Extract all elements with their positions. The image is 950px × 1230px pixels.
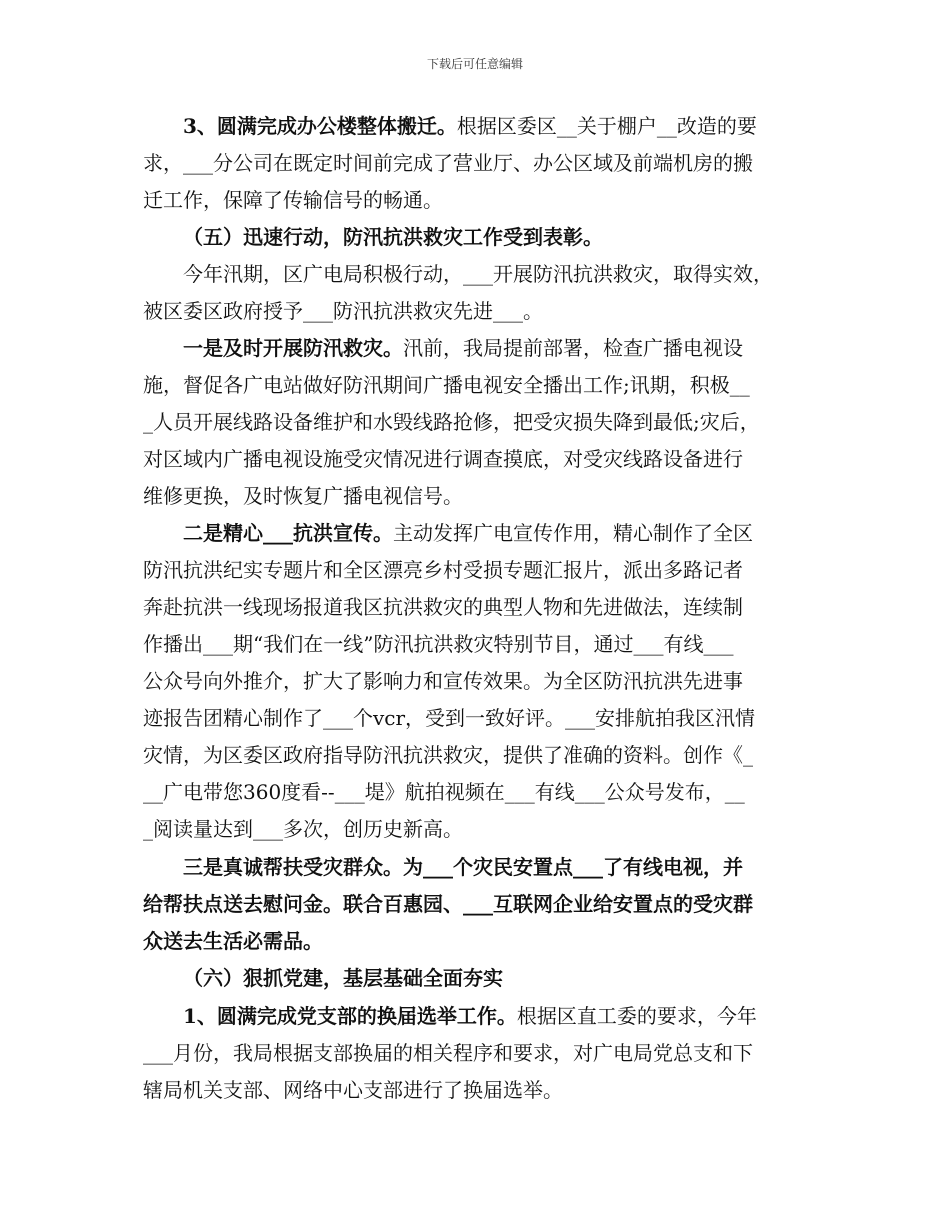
section-heading-5 [143,219,826,256]
paragraph-line: _阅读量达到___多次，创历史新高。 [143,817,463,841]
paragraph-line: 迹报告团精心制作了___个vcr，受到一致好评。___安排航拍我区汛情 [143,706,756,730]
paragraph-lead: 3、圆满完成办公楼整体搬迁。 [183,114,457,138]
page-header: 下载后可任意编辑 [426,57,523,71]
paragraph-flood-relief [143,330,826,515]
paragraph-victim-support [143,849,826,960]
paragraph-lead: 一是及时开展防汛救灾。 [183,336,403,360]
paragraph-line: __广电带您360度看--___堤》航拍视频在___有线___公众号发布，__ [143,780,745,804]
paragraph-line: 迁工作，保障了传输信号的畅通。 [143,188,443,212]
paragraph-line [143,515,826,552]
paragraph-line [143,998,826,1035]
paragraph-line: 三是真诚帮扶受灾群众。为___个灾民安置点___了有线电视，并 [183,855,743,879]
paragraph-text: 根据区直工委的要求，今年 [516,1004,757,1028]
paragraph-text: 主动发挥广电宣传作用，精心制作了全区 [393,521,753,545]
paragraph-lead: 1、圆满完成党支部的换届选举工作。 [183,1004,517,1028]
paragraph-line: ___月份，我局根据支部换届的相关程序和要求，对广电局党总支和下 [143,1041,753,1065]
heading-text: （六）狠抓党建，基层基础全面夯实 [183,966,503,990]
paragraph-line: 求，___分公司在既定时间前完成了营业厅、办公区域及前端机房的搬 [143,151,753,175]
paragraph-line: 公众号向外推介，扩大了影响力和宣传效果。为全区防汛抗洪先进事 [143,669,743,693]
paragraph-line [143,330,826,367]
paragraph-flood-intro [143,256,826,330]
paragraph-lead: 二是精心___抗洪宣传。 [183,521,393,545]
paragraph-line: 作播出___期“我们在一线”防汛抗洪救灾特别节目，通过___有线___ [143,632,734,656]
paragraph-line: 维修更换，及时恢复广播电视信号。 [143,484,463,508]
section-heading-6 [143,960,826,997]
paragraph-publicity [143,515,826,848]
paragraph-office-relocation [143,108,826,219]
paragraph-line: 灾情，为区委区政府指导防汛抗洪救灾，提供了准确的资料。创作《_ [143,743,753,767]
paragraph-party-election [143,998,826,1109]
paragraph-line: 今年汛期，区广电局积极行动，___开展防汛抗洪救灾，取得实效， [183,262,773,286]
heading-text: （五）迅速行动，防汛抗洪救灾工作受到表彰。 [183,225,603,249]
paragraph-text: 根据区委区__关于棚户__改造的要 [456,114,757,138]
paragraph-line: 施，督促各广电站做好防汛期间广播电视安全播出工作;讯期，积极__ [143,373,750,397]
paragraph-line [143,108,826,145]
paragraph-line: 防汛抗洪纪实专题片和全区漂亮乡村受损专题汇报片，派出多路记者 [143,558,743,582]
paragraph-line: _人员开展线路设备维护和水毁线路抢修，把受灾损失降到最低;灾后， [143,410,760,434]
paragraph-line: 给帮扶点送去慰问金。联合百惠园、___互联网企业给安置点的受灾群 [143,892,753,916]
paragraph-line: 被区委区政府授予___防汛抗洪救灾先进___。 [143,299,543,323]
paragraph-line: 辖局机关支部、网络中心支部进行了换届选举。 [143,1078,563,1102]
paragraph-line: 众送去生活必需品。 [143,929,323,953]
paragraph-text: 汛前，我局提前部署，检查广播电视设 [403,336,743,360]
paragraph-line: 奔赴抗洪一线现场报道我区抗洪救灾的典型人物和先进做法，连续制 [143,595,743,619]
paragraph-line: 对区域内广播电视设施受灾情况进行调查摸底，对受灾线路设备进行 [143,447,743,471]
